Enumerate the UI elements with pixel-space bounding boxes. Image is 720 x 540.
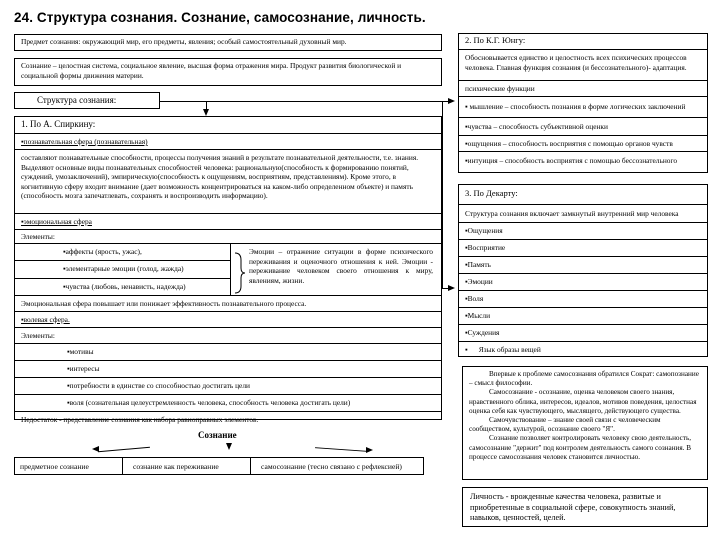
descartes-section: [458, 184, 708, 357]
arrow-left-icon: [92, 446, 99, 452]
descartes-item: ▪Ощущения: [459, 223, 707, 240]
connector-line-right: [160, 101, 450, 102]
jung-function-item: ▪ мышление – способность познания в форме логических заключений: [459, 97, 707, 118]
definition-text: Сознание – целостная система, социальное явление, высшая форма отражения мира. Продукт развития биологической и социальной формы движения материи.: [21, 61, 402, 80]
descartes-item: ▪Мысли: [459, 308, 707, 325]
self-consciousness-paragraph: Самосознание - осознание, оценка человеком своего знания, нравственного облика, интересов, идеалов, мотивов поведения, целостная оценка себя как чувствующего, мыслящего, действующего существа.: [469, 388, 697, 415]
consciousness-type-cell: предметное сознание: [15, 458, 123, 474]
arrow-down-icon: [226, 443, 232, 450]
subject-text: Предмет сознания: окружающий мир, его предметы, явления; особый самостоятельный духовный мир.: [21, 37, 347, 46]
descartes-item: ▪Восприятие: [459, 240, 707, 257]
connector-line-vertical: [442, 101, 443, 289]
structure-label-box: [14, 92, 160, 109]
emotional-elements-label: Элементы:: [15, 230, 441, 244]
page-title: 24. Структура сознания. Сознание, самосознание, личность.: [14, 10, 426, 25]
volitional-sphere-title: ▪волевая сфера.: [15, 312, 441, 328]
descartes-item: ▪Воля: [459, 291, 707, 308]
definition-box: [14, 58, 442, 86]
arrow-to-spirkin-icon: [203, 109, 209, 116]
volitional-item: ▪воля (сознательная целеустремленность человека, способность человека достигать цели): [15, 395, 441, 412]
jung-header: 2. По К.Г. Юнгу:: [459, 34, 707, 50]
jung-section: [458, 33, 708, 173]
descartes-item: ▪Суждения: [459, 325, 707, 342]
self-consciousness-box: [462, 366, 708, 480]
consciousness-type-cell: сознание как переживание: [123, 458, 251, 474]
jung-function-item: ▪чувства – способность субъективной оценки: [459, 118, 707, 136]
self-consciousness-paragraph: Впервые к проблеме самосознания обратился Сократ: самопознание – смысл философии.: [469, 370, 699, 388]
consciousness-types-table: [14, 457, 424, 475]
emotional-item: ▪чувства (любовь, ненависть, надежда): [63, 281, 186, 291]
emotional-items-column: [15, 244, 231, 295]
arrow-to-descartes-icon: [448, 285, 455, 291]
arrow-to-jung-icon: [448, 98, 455, 104]
volitional-item: ▪потребности в единстве со способностью достигать цели: [15, 378, 441, 395]
descartes-item: ▪ Язык образы вещей: [465, 345, 541, 354]
volitional-elements-label: Элементы:: [15, 328, 441, 344]
emotional-summary: Эмоциональная сфера повышает или понижает эффективность познавательного процесса.: [15, 296, 441, 312]
emotional-item: ▪аффекты (ярость, ужас),: [15, 244, 230, 261]
personality-box: [462, 487, 708, 527]
descartes-item: ▪Эмоции: [459, 274, 707, 291]
self-consciousness-paragraph: Самочувствование – знание своей связи с человеческим сообществом, культурой, осознание своего "Я".: [469, 416, 661, 434]
personality-text: Личность - врожденные качества человека, развитые и приобретенные в социальной сфере, совокупность знаний, навыков, ценностей, целей.: [470, 492, 676, 523]
consciousness-label: Сознание: [198, 430, 237, 440]
connector-line-left: [98, 447, 150, 453]
jung-intro: Обосновывается единство и целостность всех психических процессов человека. Главная функция сознания (и бессознательного)- адаптация.: [459, 50, 707, 81]
spirkin-section: [14, 116, 442, 424]
cognitive-sphere-text: составляют познавательные способности, процессы получения знаний в результате познавательной деятельности, т.е. знания. Выделяют основные виды познавательных способностей человека: рациональную(способность к формированию понятий, суждений, умозаключений), эмпирическую(способность к ощущениям, восприятиям, представлениям). Кроме этого, в когнитивную сферу входит внимание (дает возможность концентрироваться на каком-либо определенном объекте) и память (способность мозга запечатлевать, сохранять и воспроизводить информацию).: [15, 150, 441, 214]
curly-brace-icon: [233, 252, 247, 294]
drawback-text: Недостаток - представление сознания как набора равноправных элементов.: [21, 415, 259, 424]
spirkin-header: 1. По А. Спиркину:: [15, 117, 441, 134]
descartes-intro: Структура сознания включает замкнутый внутренний мир человека: [459, 205, 707, 223]
emotional-sphere-title: ▪эмоциональная сфера: [15, 214, 441, 230]
jung-functions-label: психические функции: [459, 81, 707, 97]
descartes-item: ▪Память: [459, 257, 707, 274]
jung-function-item: ▪ощущения – способность восприятия с помощью органов чувств: [459, 136, 707, 152]
descartes-header: 3. По Декарту:: [459, 185, 707, 205]
connector-line-right-bottom: [315, 447, 367, 452]
self-consciousness-paragraph: Сознание позволяет контролировать человеку свою деятельность, самосознание "держит" под контролем деятельность самого сознания. В процессе самосознания человек становится личностью.: [469, 434, 692, 461]
cognitive-sphere-title: ▪познавательная сфера (познавательная): [15, 134, 441, 150]
emotional-item: ▪элементарные эмоции (голод, жажда): [15, 261, 230, 278]
volitional-item: ▪интересы: [15, 361, 441, 378]
emotional-elements-table: [15, 244, 441, 296]
emotion-note: Эмоции – отражение ситуации в форме психического переживания и оценочного отношения к ней. Эмоции - переживание человеком своего отношения к миру, явлениям, жизни.: [249, 247, 433, 285]
subject-box: [14, 34, 442, 51]
structure-label: Структура сознания:: [37, 95, 117, 105]
jung-function-item: ▪интуиция – способность восприятия с помощью бессознательного: [465, 156, 678, 165]
volitional-item: ▪мотивы: [15, 344, 441, 361]
consciousness-type-cell: самосознание (тесно связано с рефлексией): [261, 462, 402, 471]
arrow-right-icon: [366, 447, 373, 453]
